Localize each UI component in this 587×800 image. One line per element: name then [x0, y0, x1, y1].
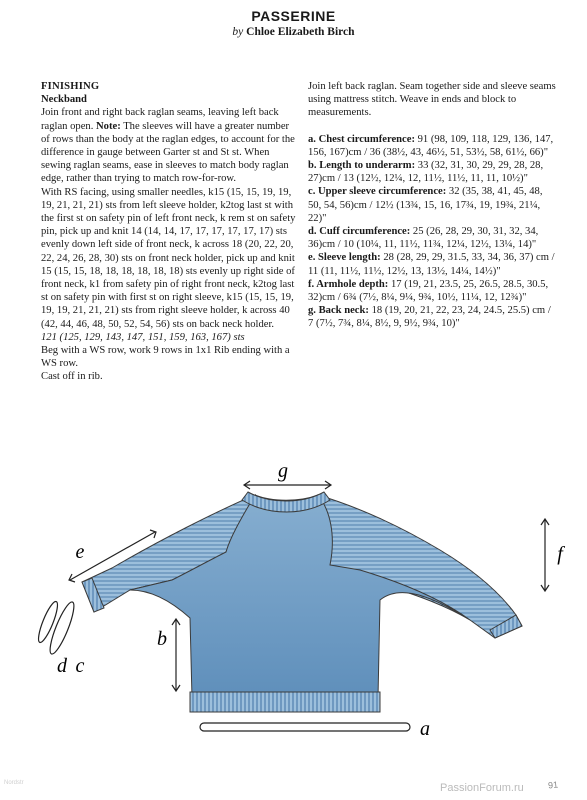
label-f: f	[557, 543, 563, 565]
measurement-value: 91 (98, 109, 118, 129, 136, 147, 156, 167)cm / 36 (38½, 43, 46½, 51, 53½, 58, 61½, 66)"	[308, 133, 554, 158]
right-column	[308, 80, 558, 331]
pattern-title: PASSERINE	[251, 8, 336, 24]
stitch-count: 121 (125, 129, 143, 147, 151, 159, 163, 167) sts	[41, 331, 245, 343]
measurement-label: a. Chest circumference:	[308, 133, 415, 145]
measurement-value: 32 (35, 38, 41, 45, 48, 50, 54, 56)cm / 12½ (13¾, 15, 16, 17¾, 19, 19¾, 21¼, 22)"	[308, 186, 543, 224]
measurement-value: 33 (32, 31, 30, 29, 29, 28, 28, 27)cm / 13 (12½, 12¼, 12, 11½, 11½, 11, 11, 10½)"	[308, 160, 544, 185]
measurement-value: 25 (26, 28, 29, 30, 31, 32, 34, 36)cm / 10 (10¼, 11, 11½, 11¾, 12¼, 12½, 13¼, 14)"	[308, 226, 539, 251]
hem-rib	[190, 692, 380, 712]
paragraph-rib: Beg with a WS row, work 9 rows in 1x1 Rib ending with a WS row.	[41, 345, 290, 370]
measurement-label: c. Upper sleeve circumference:	[308, 186, 447, 198]
measurement-item	[308, 304, 558, 330]
label-a: a	[420, 718, 430, 740]
paragraph-text: The sleeves will have a greater number of rows than the body at the raglan edges, to account for the difference in gauge between Garter st and St st. When sewing raglan seams, ease in sleeves to match body raglan edge, rather than trying to match row-for-row.	[41, 120, 295, 185]
label-d: d	[57, 655, 67, 677]
measurement-label: b. Length to underarm:	[308, 160, 416, 172]
measurement-item	[308, 251, 558, 277]
measurement-label: e. Sleeve length:	[308, 252, 381, 264]
byline	[0, 26, 587, 38]
label-c: c	[75, 655, 85, 677]
measurement-item	[308, 159, 558, 185]
paragraph-cast-off: Cast off in rib.	[41, 371, 103, 383]
measurement-label: g. Back neck:	[308, 305, 369, 317]
page-number: 91	[547, 779, 559, 791]
measurement-item	[308, 225, 558, 251]
measure-d-loop	[35, 600, 61, 645]
byline-by: by	[232, 26, 244, 38]
sweater-schematic	[0, 440, 587, 770]
measurement-item	[308, 278, 558, 304]
measurement-item	[308, 185, 558, 225]
paragraph-text: Join front and right back raglan seams, leaving left back raglan open.	[41, 107, 279, 132]
paragraph-neckband-intro	[41, 106, 296, 185]
measurement-label: f. Armhole depth:	[308, 278, 389, 290]
note-label: Note:	[96, 120, 121, 132]
label-b: b	[157, 628, 167, 650]
measurement-value: 17 (19, 21, 23.5, 25, 26.5, 28.5, 30.5, 32)cm / 6¾ (7½, 8¼, 9¼, 9¾, 10½, 11¼, 12, 12¾)"	[308, 278, 549, 304]
measurement-value: 28 (28, 29, 29, 31.5, 33, 34, 36, 37) cm / 11 (11, 11½, 11½, 12½, 13, 13½, 14¼, 14½)"	[308, 252, 555, 277]
footer-mark: Nordstr	[4, 780, 24, 786]
paragraph-seaming: Join left back raglan. Seam together side and sleeve seams using mattress stitch. Weave in ends and block to measurements.	[308, 81, 556, 119]
measure-a-bar	[200, 723, 410, 731]
measurement-value: 18 (19, 20, 21, 22, 23, 24, 24.5, 25.5) cm / 7 (7½, 7¾, 8¼, 8½, 9, 9½, 9¾, 10)"	[308, 305, 551, 330]
paragraph-pickup: With RS facing, using smaller needles, k15 (15, 15, 19, 19, 19, 21, 21, 21) sts from left sleeve holder, k2tog last st with the first st on safety pin of left front neck, k rem st on safety pin, pick up and knit 14 (14, 14, 17, 17, 17, 17, 17, 17) sts evenly down left side of front neck, k across 18 (20, 22, 20, 22, 24, 26, 28, 30) sts on front neck holder, pick up and knit 15 (15, 15, 18, 18, 18, 18, 18, 18) sts evenly up right side of front neck, k1 from safety pin of right front neck, k2tog last st on safety pin with first st on right sleeve, k15 (15, 15, 19, 19, 19, 21, 21, 21) sts from right sleeve holder, k across 40 (42, 44, 46, 48, 50, 52, 54, 56) sts on back neck holder.	[41, 186, 296, 330]
label-g: g	[278, 460, 288, 482]
left-column	[41, 80, 296, 384]
measurement-item	[308, 133, 558, 159]
label-e: e	[75, 541, 85, 563]
author-name: Chloe Elizabeth Birch	[246, 26, 355, 38]
measurements-list	[308, 133, 558, 331]
section-heading: FINISHING	[41, 81, 100, 92]
subheading: Neckband	[41, 94, 87, 106]
watermark: PassionForum.ru	[440, 782, 524, 794]
measurement-label: d. Cuff circumference:	[308, 226, 411, 238]
